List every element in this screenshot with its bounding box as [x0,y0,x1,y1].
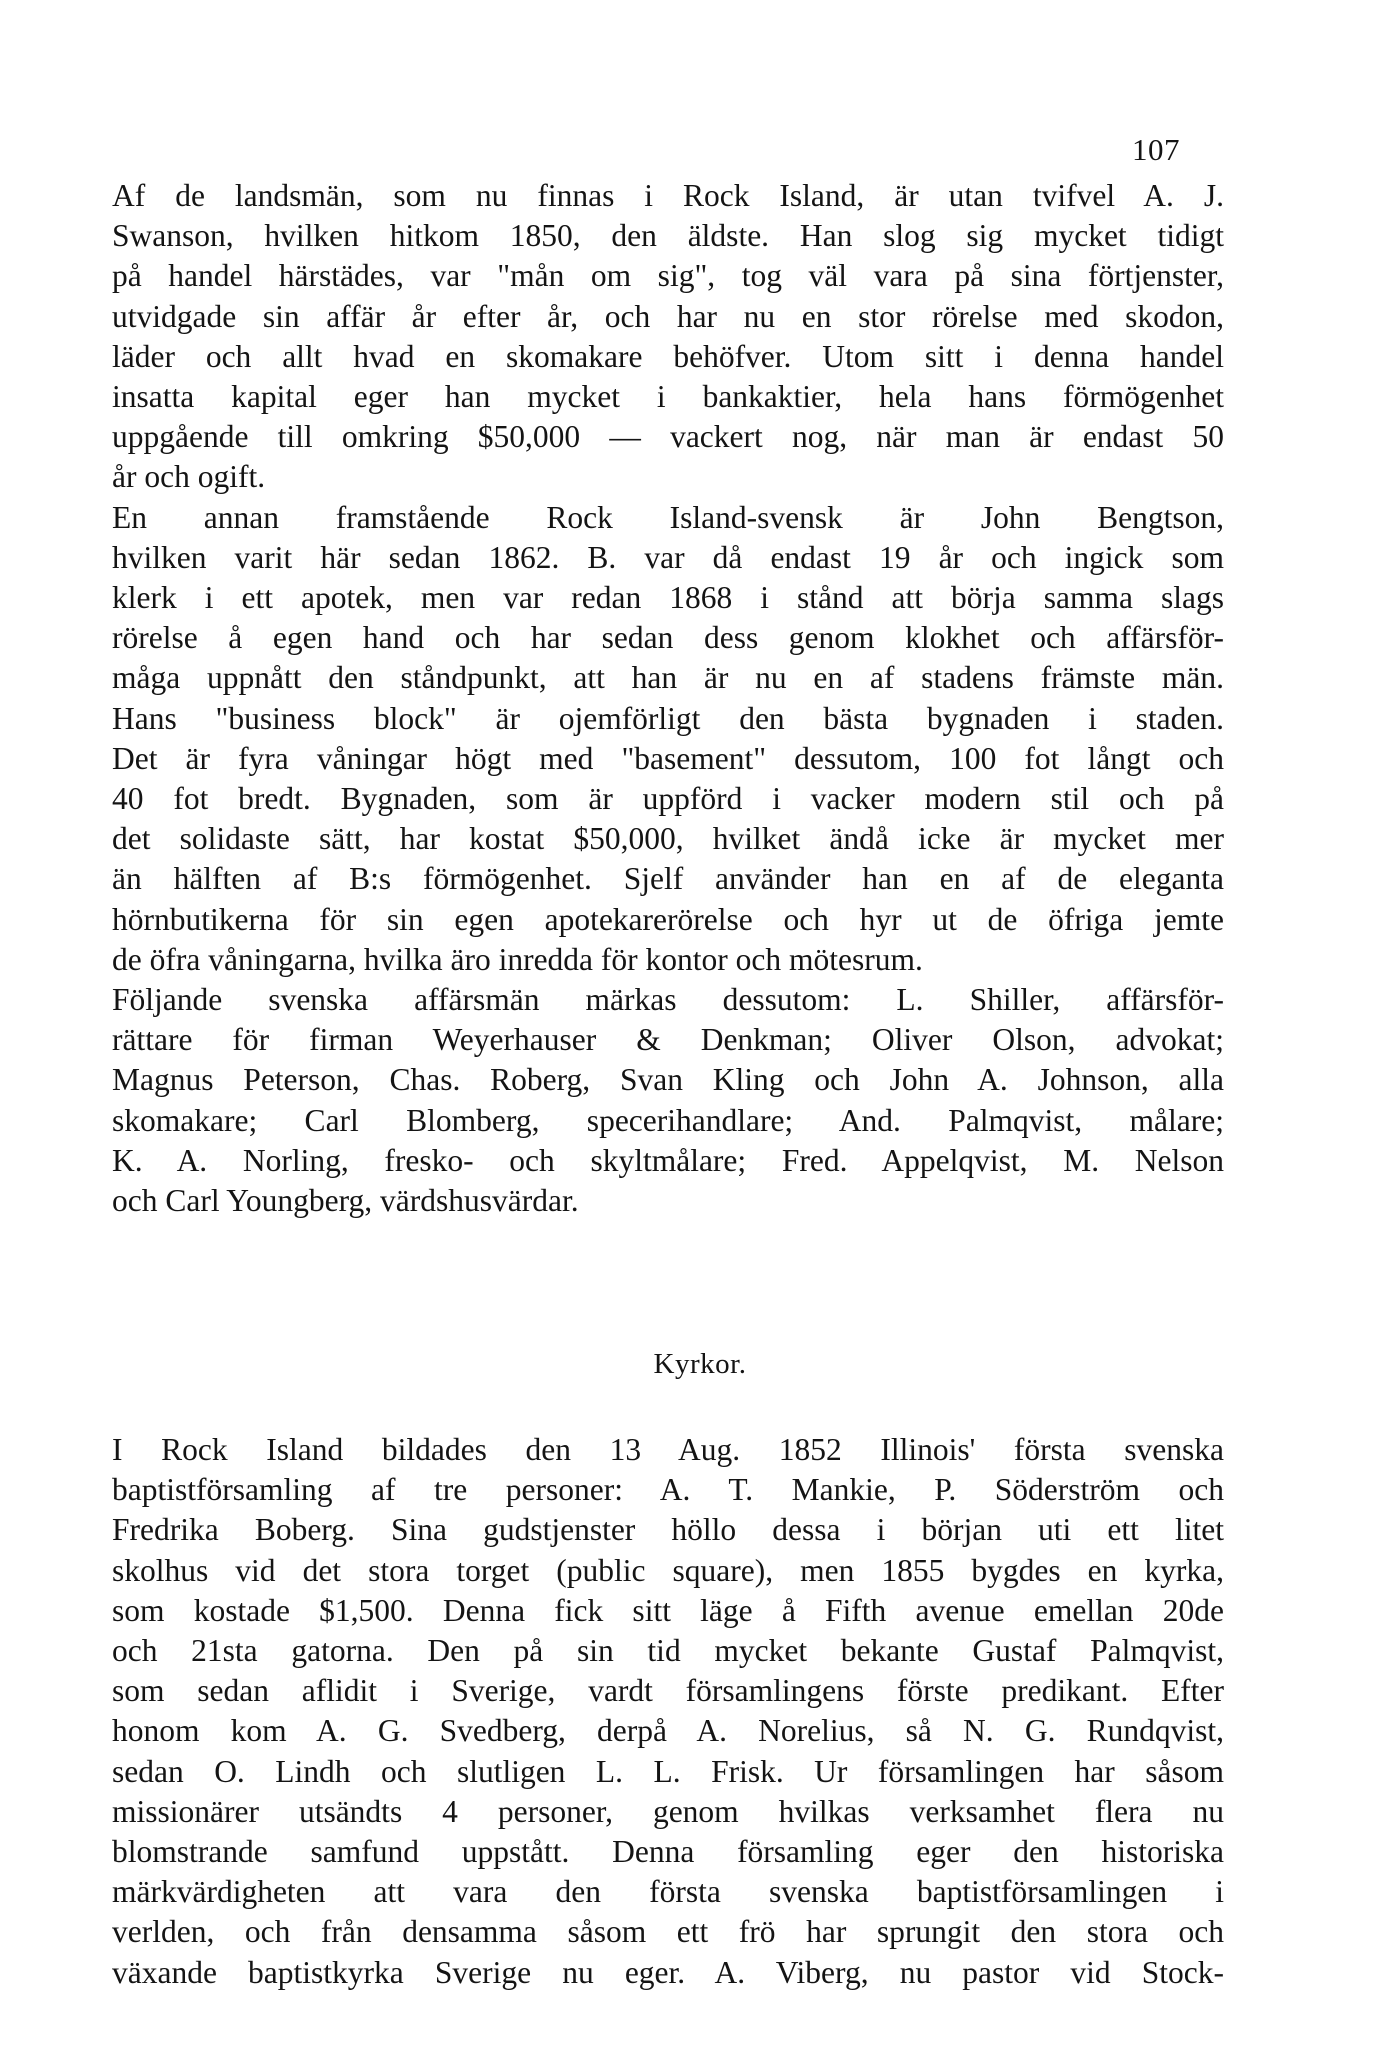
text-line: I Rock Island bildades den 13 Aug. 1852 Illinois' första svenska [112,1432,1224,1467]
section-heading: Kyrkor. [653,1348,747,1380]
text-line: som kostade $1,500. Denna fick sitt läge å Fifth avenue emellan 20de [112,1592,1224,1628]
text-line: sedan O. Lindh och slutligen L. L. Frisk. Ur församlingen har såsom [112,1753,1224,1789]
text-line: honom kom A. G. Svedberg, derpå A. Norelius, så N. G. Rundqvist, [112,1713,1224,1749]
text-line: K. A. Norling, fresko- och skyltmålare; Fred. Appelqvist, M. Nelson [112,1142,1224,1178]
text-line: det solidaste sätt, har kostat $50,000, hvilket ändå icke är mycket mer [112,821,1224,857]
text-line: läder och allt hvad en skomakare behöfver. Utom sitt i denna handel [112,338,1224,374]
text-line: och Carl Youngberg, värdshusvärdar. [112,1183,579,1219]
text-line: Magnus Peterson, Chas. Roberg, Svan Kling och John A. Johnson, alla [112,1062,1224,1098]
text-line: skomakare; Carl Blomberg, specerihandlare; And. Palmqvist, målare; [112,1102,1224,1138]
text-line: än hälften af B:s förmögenhet. Sjelf använder han en af de eleganta [112,861,1224,897]
text-line: år och ogift. [112,459,266,495]
text-line: Fredrika Boberg. Sina gudstjenster höllo dessa i början uti ett litet [112,1512,1224,1548]
text-line: Hans "business block" är ojemförligt den bästa bygnaden i staden. [112,700,1224,736]
text-line: klerk i ett apotek, men var redan 1868 i stånd att börja samma slags [112,580,1224,616]
paragraph-lines [112,176,1224,1221]
text-line: märkvärdigheten att vara den första svenska baptistförsamlingen i [112,1874,1224,1910]
text-line: missionärer utsändts 4 personer, genom hvilkas verksamhet flera nu [112,1793,1224,1829]
section-businessmen [112,176,1224,1221]
text-line: Af de landsmän, som nu finnas i Rock Island, är utan tvifvel A. J. [112,178,1224,213]
text-line: En annan framstående Rock Island-svensk är John Bengtson, [112,499,1224,535]
text-line: uppgående till omkring $50,000 — vackert nog, när man är endast 50 [112,419,1224,455]
text-line: utvidgade sin affär år efter år, och har nu en stor rörelse med skodon, [112,298,1224,334]
text-line: verlden, och från densamma såsom ett frö har sprungit den stora och [112,1914,1224,1950]
paragraph-lines [112,1430,1224,1993]
text-line: de öfra våningarna, hvilka äro inredda för kontor och mötesrum. [112,941,923,977]
text-line: hvilken varit här sedan 1862. B. var då endast 19 år och ingick som [112,539,1224,575]
text-line: baptistförsamling af tre personer: A. T. Mankie, P. Söderström och [112,1472,1224,1508]
section-churches [112,1430,1224,1993]
text-line: måga uppnått den ståndpunkt, att han är nu en af stadens främste män. [112,660,1224,696]
text-line: rörelse å egen hand och har sedan dess genom klokhet och affärsför- [112,620,1224,656]
text-line: 40 fot bredt. Bygnaden, som är uppförd i vacker modern stil och på [112,781,1224,817]
text-line: skolhus vid det stora torget (public square), men 1855 bygdes en kyrka, [112,1552,1224,1588]
text-line: och 21sta gatorna. Den på sin tid mycket bekante Gustaf Palmqvist, [112,1633,1224,1669]
text-line: växande baptistkyrka Sverige nu eger. A. Viberg, nu pastor vid Stock- [112,1954,1224,1990]
text-line: som sedan aflidit i Sverige, vardt församlingens förste predikant. Efter [112,1673,1224,1709]
text-line: på handel härstädes, var "mån om sig", tog väl vara på sina förtjenster, [112,258,1224,294]
text-line: blomstrande samfund uppstått. Denna församling eger den historiska [112,1834,1224,1870]
text-line: rättare för firman Weyerhauser & Denkman; Oliver Olson, advokat; [112,1022,1224,1058]
text-line: insatta kapital eger han mycket i bankaktier, hela hans förmögenhet [112,379,1224,415]
text-line: Följande svenska affärsmän märkas dessutom: L. Shiller, affärsför- [112,982,1224,1018]
text-line: hörnbutikerna för sin egen apotekarerörelse och hyr ut de öfriga jemte [112,901,1224,937]
text-line: Swanson, hvilken hitkom 1850, den äldste. Han slog sig mycket tidigt [112,218,1224,254]
page-number: 107 [1132,132,1180,167]
text-line: Det är fyra våningar högt med "basement" dessutom, 100 fot långt och [112,740,1224,776]
